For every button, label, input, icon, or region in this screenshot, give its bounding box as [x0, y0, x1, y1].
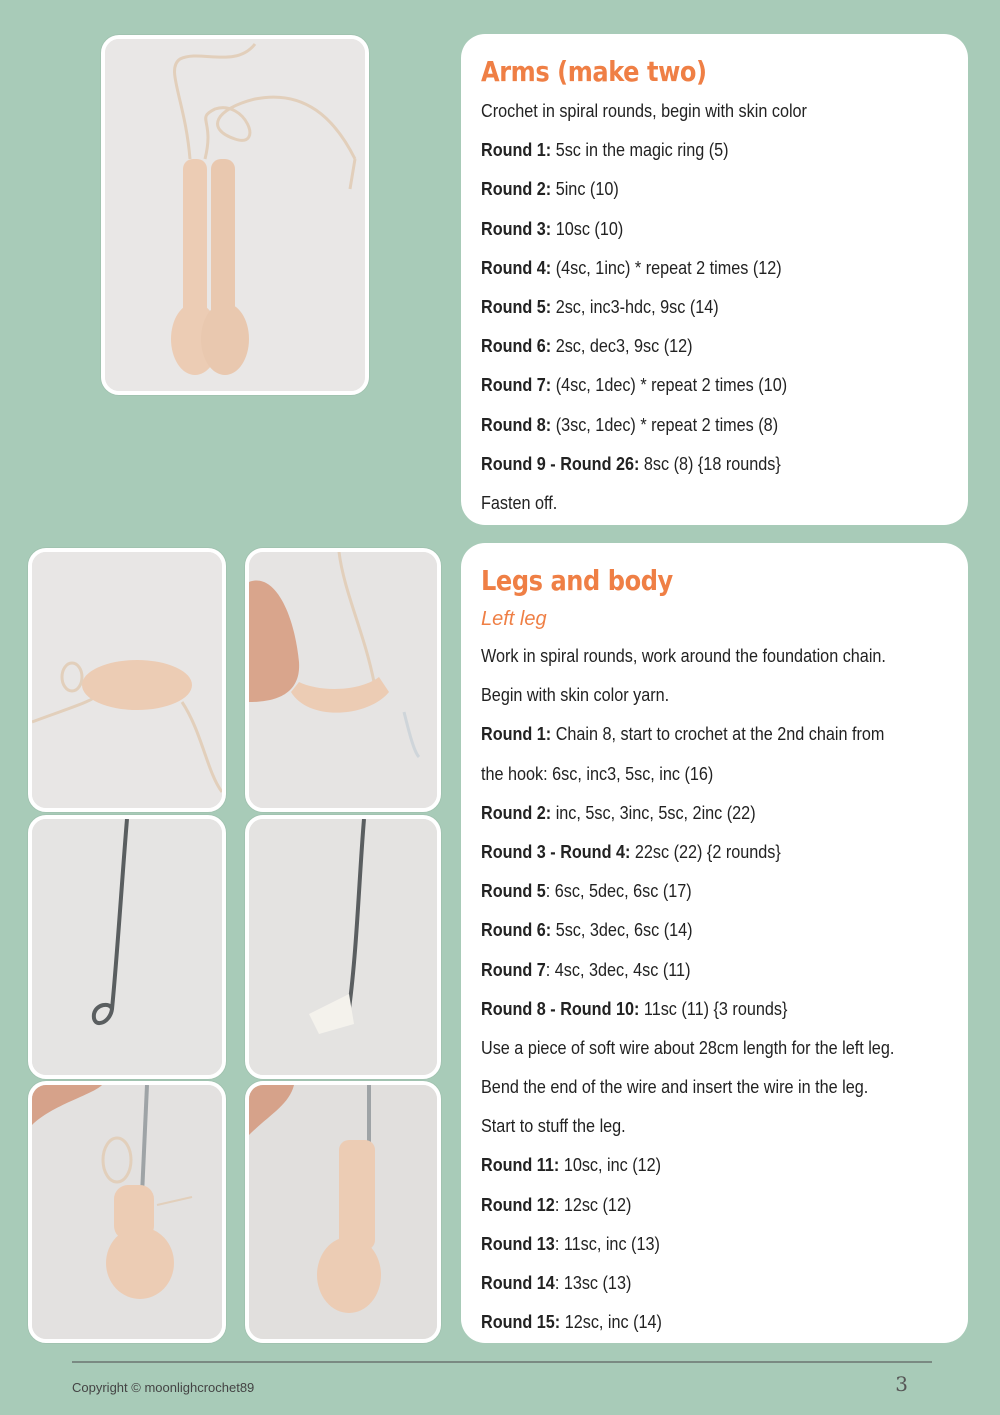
round-text: 22sc (22) {2 rounds}	[630, 841, 781, 862]
round-label: Round 14	[481, 1273, 555, 1293]
arms-round-line	[481, 327, 901, 366]
round-text: 5sc in the magic ring (5)	[551, 140, 729, 161]
legs-line	[481, 1186, 901, 1225]
round-text: 10sc (10)	[551, 218, 624, 239]
arms-round-line	[481, 288, 901, 327]
legs-line	[481, 637, 901, 676]
round-text: (3sc, 1dec) * repeat 2 times (8)	[551, 414, 779, 435]
legs-line	[481, 872, 901, 911]
round-text: Begin with skin color yarn.	[481, 685, 670, 706]
arms-round-line	[481, 210, 901, 249]
arms-intro: Crochet in spiral rounds, begin with skin color	[481, 101, 807, 121]
round-label: Round 7	[481, 959, 546, 980]
legs-title: Legs and body	[481, 564, 673, 597]
leg-step-photo-3	[28, 815, 226, 1079]
round-text: 11sc (11) {3 rounds}	[639, 998, 788, 1019]
round-text: (4sc, 1inc) * repeat 2 times (12)	[551, 257, 782, 278]
leg-step-photo-2	[245, 548, 441, 812]
round-label: Round 5	[481, 881, 546, 902]
legs-line	[481, 676, 901, 715]
round-text: : 11sc, inc (13)	[554, 1233, 660, 1254]
footer-copyright: Copyright © moonlighcrochet89	[72, 1380, 255, 1395]
round-text: inc, 5sc, 3inc, 5sc, 2inc (22)	[551, 802, 756, 823]
round-label: Round 8 - Round 10:	[481, 998, 640, 1019]
round-label: Round 6:	[481, 920, 552, 941]
round-text: : 6sc, 5dec, 6sc (17)	[545, 881, 692, 902]
arms-round-line	[481, 406, 901, 445]
leg-step-photo-1	[28, 548, 226, 812]
legs-line	[481, 755, 901, 794]
round-label: Round 7:	[481, 375, 552, 396]
legs-line	[481, 1029, 901, 1068]
round-label: Round 9 - Round 26:	[481, 453, 640, 474]
round-text: (4sc, 1dec) * repeat 2 times (10)	[551, 375, 788, 396]
round-text: Bend the end of the wire and insert the wire in the leg.	[481, 1077, 869, 1098]
round-label: Round 12	[481, 1194, 555, 1215]
leg-step-photo-5	[28, 1081, 226, 1343]
legs-line	[481, 1107, 901, 1146]
round-label: Round 1:	[481, 724, 552, 745]
round-label: Round 5:	[481, 296, 552, 317]
round-label: Round 8:	[481, 414, 552, 435]
legs-line	[481, 951, 901, 990]
round-label: Round 2:	[481, 179, 552, 200]
legs-card	[461, 543, 968, 1343]
round-text: 2sc, dec3, 9sc (12)	[551, 336, 693, 357]
arms-round-line	[481, 131, 901, 170]
round-label: Round 3 - Round 4:	[481, 841, 631, 862]
round-label: Round 15:	[481, 1312, 561, 1333]
legs-line	[481, 1146, 901, 1185]
round-text: 5inc (10)	[551, 179, 619, 200]
round-text: : 4sc, 3dec, 4sc (11)	[545, 959, 691, 980]
round-label: Round 1:	[481, 140, 552, 161]
round-label: Round 3:	[481, 218, 552, 239]
arms-title: Arms (make two)	[481, 55, 707, 88]
legs-line	[481, 911, 901, 950]
legs-line	[481, 715, 901, 754]
arms-round-line	[481, 445, 901, 484]
arms-round-line	[481, 249, 901, 288]
legs-instructions-list	[481, 637, 948, 1342]
round-text: 12sc, inc (14)	[560, 1312, 662, 1333]
legs-subtitle: Left leg	[481, 608, 547, 630]
round-text: : 12sc (12)	[554, 1194, 632, 1215]
round-text: Chain 8, start to crochet at the 2nd chain from	[551, 724, 885, 745]
legs-line	[481, 990, 901, 1029]
round-label: Round 13	[481, 1233, 555, 1254]
round-text: : 13sc (13)	[554, 1273, 632, 1293]
legs-line	[481, 1068, 901, 1107]
arms-round-line	[481, 170, 901, 209]
page-number: 3	[895, 1372, 908, 1396]
arms-round-line	[481, 366, 901, 405]
legs-line	[481, 833, 901, 872]
round-text: the hook: 6sc, inc3, 5sc, inc (16)	[481, 763, 714, 784]
arms-photo	[101, 35, 369, 395]
leg-step-photo-6	[245, 1081, 441, 1343]
round-text: 10sc, inc (12)	[559, 1155, 662, 1176]
round-text: Start to stuff the leg.	[481, 1116, 626, 1137]
round-text: 8sc (8) {18 rounds}	[639, 453, 781, 474]
round-text: Work in spiral rounds, work around the foundation chain.	[481, 646, 886, 666]
round-text: 5sc, 3dec, 6sc (14)	[551, 920, 693, 941]
arms-rounds-list	[481, 131, 948, 484]
legs-line	[481, 794, 901, 833]
round-label: Round 2:	[481, 802, 552, 823]
round-label: Round 4:	[481, 257, 552, 278]
arms-outro: Fasten off.	[481, 492, 558, 513]
legs-line	[481, 1264, 901, 1303]
footer-divider	[72, 1361, 932, 1363]
round-label: Round 11:	[481, 1155, 560, 1176]
arms-card	[461, 34, 968, 525]
round-text: 2sc, inc3-hdc, 9sc (14)	[551, 296, 719, 317]
legs-line	[481, 1303, 901, 1342]
round-label: Round 6:	[481, 336, 552, 357]
leg-step-photo-4	[245, 815, 441, 1079]
legs-line	[481, 1225, 901, 1264]
round-text: Use a piece of soft wire about 28cm length for the left leg.	[481, 1037, 895, 1058]
